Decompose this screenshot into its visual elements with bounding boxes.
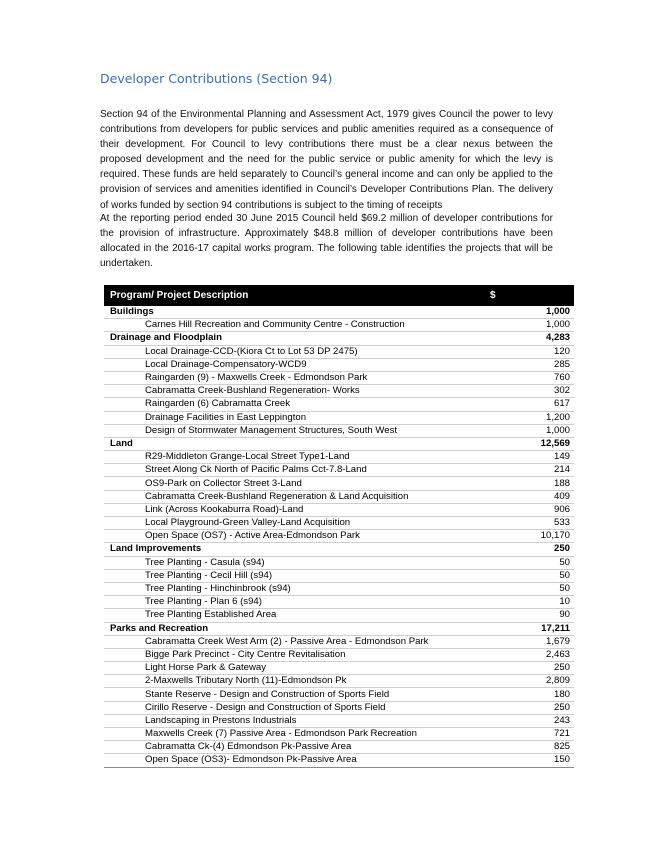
project-amount: 906 <box>490 503 574 516</box>
project-description: Tree Planting Established Area <box>104 609 490 622</box>
table-row <box>104 714 574 727</box>
project-amount: 250 <box>490 701 574 714</box>
project-description: Drainage Facilities in East Leppington <box>104 411 490 424</box>
project-amount: 90 <box>490 609 574 622</box>
project-description: Cabramatta Creek West Arm (2) - Passive Area - Edmondson Park <box>104 635 490 648</box>
project-description: Local Playground-Green Valley-Land Acquisition <box>104 517 490 530</box>
project-amount: 10,170 <box>490 530 574 543</box>
intro-paragraph: Section 94 of the Environmental Planning and Assessment Act, 1979 gives Council the power to levy contributions from developers for public services and public amenities required as a consequence of their development. For Council to levy contributions there must be a clear nexus between the proposed development and the need for the public service or public amenity for which the levy is required. These funds are held separately to Council’s general income and can only be applied to the provision of services and amenities identified in Council’s Developer Contributions Plan. The delivery of works funded by section 94 contributions is subject to the timing of receipts <box>100 109 553 211</box>
table-row <box>104 371 574 384</box>
table-row <box>104 635 574 648</box>
project-description: Cabramatta Creek-Bushland Regeneration- Works <box>104 385 490 398</box>
table-row <box>104 596 574 609</box>
project-description: Cirillo Reserve - Design and Construction of Sports Field <box>104 701 490 714</box>
reporting-paragraph: At the reporting period ended 30 June 2015 Council held $69.2 million of developer contributions for the provision of infrastructure. Approximately $48.8 million of developer contributions have been allocated in the 2016-17 capital works program. The following table identifies the projects that will be undertaken. <box>100 213 553 270</box>
project-amount: 50 <box>490 556 574 569</box>
project-amount: 1,679 <box>490 635 574 648</box>
project-amount: 1,000 <box>490 319 574 332</box>
project-amount: 243 <box>490 714 574 727</box>
project-description: Tree Planting - Plan 6 (s94) <box>104 596 490 609</box>
category-name: Land <box>104 437 490 450</box>
project-amount: 250 <box>490 662 574 675</box>
project-description: Cabramatta Creek-Bushland Regeneration & Land Acquisition <box>104 490 490 503</box>
project-description: Link (Across Kookaburra Road)-Land <box>104 503 490 516</box>
project-amount: 533 <box>490 517 574 530</box>
project-amount: 760 <box>490 371 574 384</box>
project-amount: 149 <box>490 451 574 464</box>
project-description: R29-Middleton Grange-Local Street Type1-Land <box>104 451 490 464</box>
category-total: 4,283 <box>490 332 574 345</box>
table-row <box>104 648 574 661</box>
project-amount: 721 <box>490 728 574 741</box>
table-row <box>104 530 574 543</box>
project-description: Light Horse Park & Gateway <box>104 662 490 675</box>
project-description: Bigge Park Precinct - City Centre Revitalisation <box>104 648 490 661</box>
project-description: 2-Maxwells Tributary North (11)-Edmondson Pk <box>104 675 490 688</box>
project-amount: 1,200 <box>490 411 574 424</box>
project-amount: 1,000 <box>490 424 574 437</box>
project-description: Tree Planting - Casula (s94) <box>104 556 490 569</box>
table-row <box>104 385 574 398</box>
table-row <box>104 688 574 701</box>
project-description: Open Space (OS3)- Edmondson Pk-Passive Area <box>104 754 490 767</box>
table-row <box>104 701 574 714</box>
table-row <box>104 728 574 741</box>
project-description: Raingarden (6) Cabramatta Creek <box>104 398 490 411</box>
table-row <box>104 490 574 503</box>
category-name: Drainage and Floodplain <box>104 332 490 345</box>
table-row <box>104 345 574 358</box>
category-row <box>104 306 574 319</box>
category-name: Parks and Recreation <box>104 622 490 635</box>
table-row <box>104 464 574 477</box>
project-amount: 50 <box>490 582 574 595</box>
table-row <box>104 358 574 371</box>
project-amount: 302 <box>490 385 574 398</box>
table-row <box>104 556 574 569</box>
table-row <box>104 754 574 767</box>
project-amount: 10 <box>490 596 574 609</box>
table-row <box>104 424 574 437</box>
project-description: Design of Stormwater Management Structures, South West <box>104 424 490 437</box>
project-amount: 214 <box>490 464 574 477</box>
project-description: OS9-Park on Collector Street 3-Land <box>104 477 490 490</box>
category-row <box>104 437 574 450</box>
category-name: Buildings <box>104 306 490 319</box>
amount-column-header: $ <box>490 285 574 306</box>
table-row <box>104 675 574 688</box>
project-description: Tree Planting - Hinchinbrook (s94) <box>104 582 490 595</box>
project-description: Cabramatta Ck-(4) Edmondson Pk-Passive Area <box>104 741 490 754</box>
projects-table <box>104 285 574 768</box>
table-row <box>104 411 574 424</box>
project-amount: 409 <box>490 490 574 503</box>
project-amount: 825 <box>490 741 574 754</box>
category-total: 1,000 <box>490 306 574 319</box>
table-row <box>104 451 574 464</box>
table-header-row <box>104 285 574 306</box>
table-row <box>104 569 574 582</box>
project-description: Landscaping in Prestons Industrials <box>104 714 490 727</box>
project-amount: 150 <box>490 754 574 767</box>
category-row <box>104 332 574 345</box>
project-description: Local Drainage-Compensatory-WCD9 <box>104 358 490 371</box>
category-total: 250 <box>490 543 574 556</box>
table-row <box>104 741 574 754</box>
project-description: Maxwells Creek (7) Passive Area - Edmondson Park Recreation <box>104 728 490 741</box>
project-amount: 180 <box>490 688 574 701</box>
project-description: Carnes Hill Recreation and Community Centre - Construction <box>104 319 490 332</box>
table-row <box>104 503 574 516</box>
table-row <box>104 319 574 332</box>
description-column-header: Program/ Project Description <box>104 285 490 306</box>
project-description: Raingarden (9) - Maxwells Creek - Edmondson Park <box>104 371 490 384</box>
section-heading: Developer Contributions (Section 94) <box>100 71 333 86</box>
project-description: Stante Reserve - Design and Construction of Sports Field <box>104 688 490 701</box>
project-amount: 50 <box>490 569 574 582</box>
project-description: Open Space (OS7) - Active Area-Edmondson Park <box>104 530 490 543</box>
project-amount: 120 <box>490 345 574 358</box>
table-body <box>104 306 574 767</box>
table-row <box>104 398 574 411</box>
category-row <box>104 543 574 556</box>
project-amount: 2,809 <box>490 675 574 688</box>
table-row <box>104 662 574 675</box>
table-row <box>104 477 574 490</box>
table-row <box>104 609 574 622</box>
table-row <box>104 517 574 530</box>
project-amount: 285 <box>490 358 574 371</box>
project-description: Local Drainage-CCD-(Kiora Ct to Lot 53 DP 2475) <box>104 345 490 358</box>
table-row <box>104 582 574 595</box>
category-row <box>104 622 574 635</box>
project-description: Street Along Ck North of Pacific Palms Cct-7.8-Land <box>104 464 490 477</box>
project-amount: 2,463 <box>490 648 574 661</box>
project-amount: 188 <box>490 477 574 490</box>
project-amount: 617 <box>490 398 574 411</box>
category-name: Land Improvements <box>104 543 490 556</box>
category-total: 12,569 <box>490 437 574 450</box>
category-total: 17,211 <box>490 622 574 635</box>
project-description: Tree Planting - Cecil Hill (s94) <box>104 569 490 582</box>
